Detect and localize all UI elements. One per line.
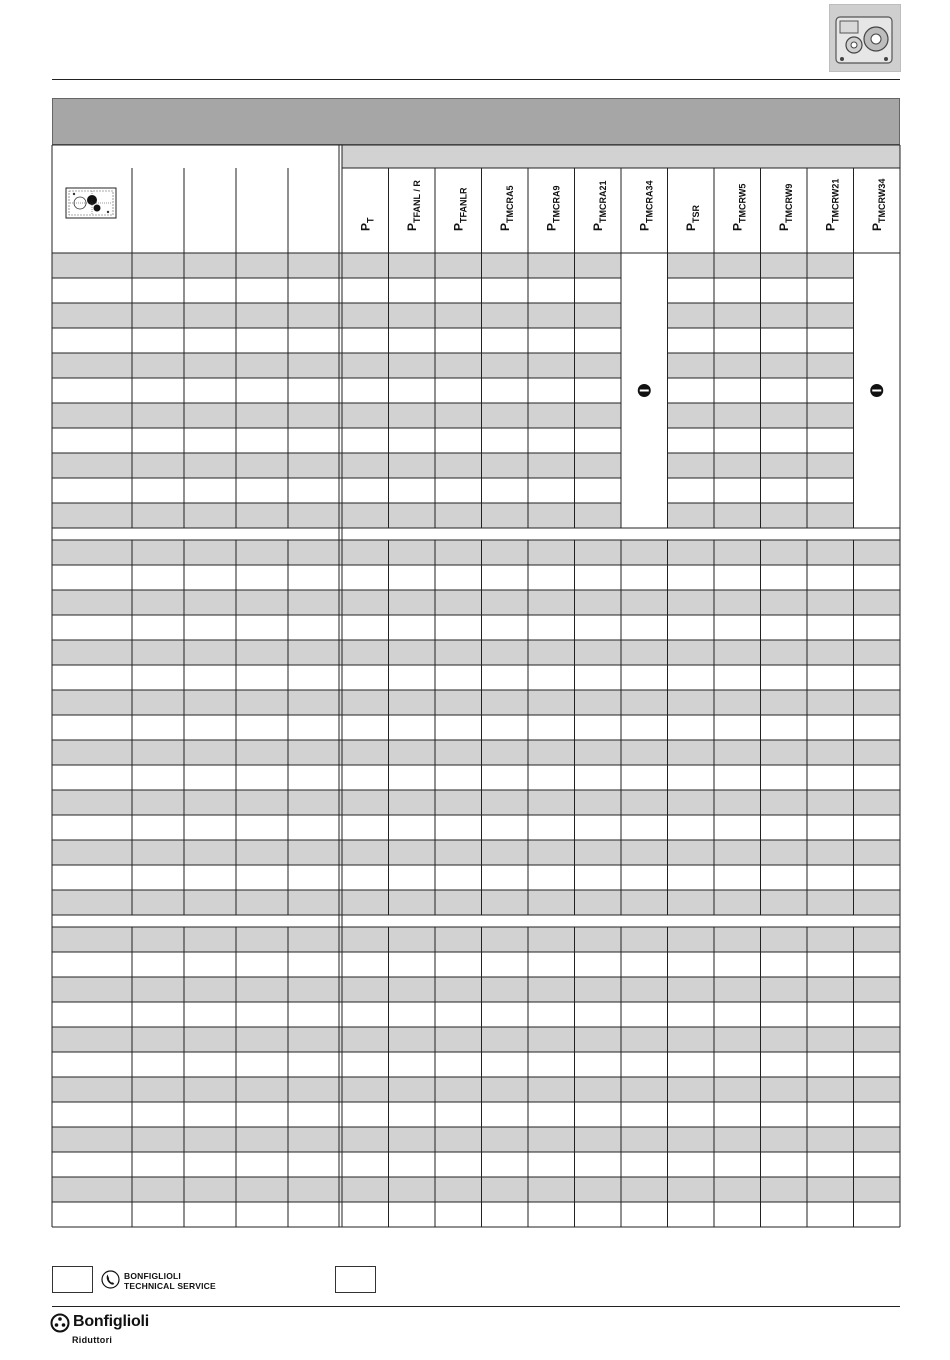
table-row [52, 328, 900, 353]
table-row [52, 815, 900, 840]
table-row [52, 765, 900, 790]
table-row [52, 278, 900, 303]
column-header-tmcrw21: $P_{TMCRW21}$ [823, 178, 841, 231]
mounting-position-icon [66, 188, 116, 218]
table-row [52, 1027, 900, 1052]
brand-name: Bonfiglioli [73, 1313, 150, 1330]
table-row [52, 640, 900, 665]
technical-service-label [124, 1271, 216, 1291]
table-row [52, 740, 900, 765]
table-row [52, 952, 900, 977]
table-row [52, 478, 900, 503]
service-line-2: TECHNICAL SERVICE [124, 1281, 216, 1291]
column-header-t: $P_T$ [358, 217, 376, 231]
table-row [52, 378, 900, 403]
table-row [52, 1052, 900, 1077]
table-row [52, 790, 900, 815]
phone-icon [101, 1270, 120, 1289]
table-row [52, 1202, 900, 1227]
table-row [52, 865, 900, 890]
table-row [52, 1127, 900, 1152]
table-row [52, 540, 900, 565]
column-header-tmcrw5: $P_{TMCRW5}$ [730, 183, 748, 231]
table-row [52, 1152, 900, 1177]
column-header-tmcrw9: $P_{TMCRW9}$ [776, 183, 794, 231]
table-row [52, 977, 900, 1002]
table-row [52, 453, 900, 478]
column-header-tfanlr: $P_{TFANLR}$ [451, 187, 469, 231]
column-header-tmcra9: $P_{TMCRA9}$ [544, 185, 562, 231]
column-header-tmcra34: $P_{TMCRA34}$ [637, 180, 655, 231]
table-row [52, 403, 900, 428]
subheader-band [342, 145, 900, 168]
table-row [52, 890, 900, 915]
column-header-tfanl-r: $P_{TFANL / R}$ [404, 180, 422, 231]
table-row [52, 615, 900, 640]
column-header-tsr: $P_{TSR}$ [683, 204, 701, 231]
table-row [52, 590, 900, 615]
not-available-icon [638, 384, 651, 397]
table-row [52, 665, 900, 690]
column-header-tmcrw34: $P_{TMCRW34}$ [869, 178, 887, 231]
table-row [52, 253, 900, 278]
not-available-icon [870, 384, 883, 397]
table-row [52, 1102, 900, 1127]
table-row [52, 715, 900, 740]
table-row [52, 690, 900, 715]
service-line-1: BONFIGLIOLI [124, 1271, 181, 1281]
footer-note-box-left [52, 1266, 93, 1293]
table-row [52, 503, 900, 528]
footer-note-box-right [335, 1266, 376, 1293]
brand-subtitle: Riduttori [72, 1335, 113, 1345]
column-header-tmcra5: $P_{TMCRA5}$ [497, 185, 515, 231]
table-row [52, 927, 900, 952]
table-row [52, 1002, 900, 1027]
table-row [52, 428, 900, 453]
column-header-tmcra21: $P_{TMCRA21}$ [590, 180, 608, 231]
table-row [52, 1077, 900, 1102]
table-row [52, 303, 900, 328]
table-row [52, 353, 900, 378]
footer-rule [52, 1306, 900, 1307]
table-row [52, 840, 900, 865]
bonfiglioli-logo-icon [50, 1313, 70, 1333]
table-row [52, 565, 900, 590]
table-row [52, 1177, 900, 1202]
